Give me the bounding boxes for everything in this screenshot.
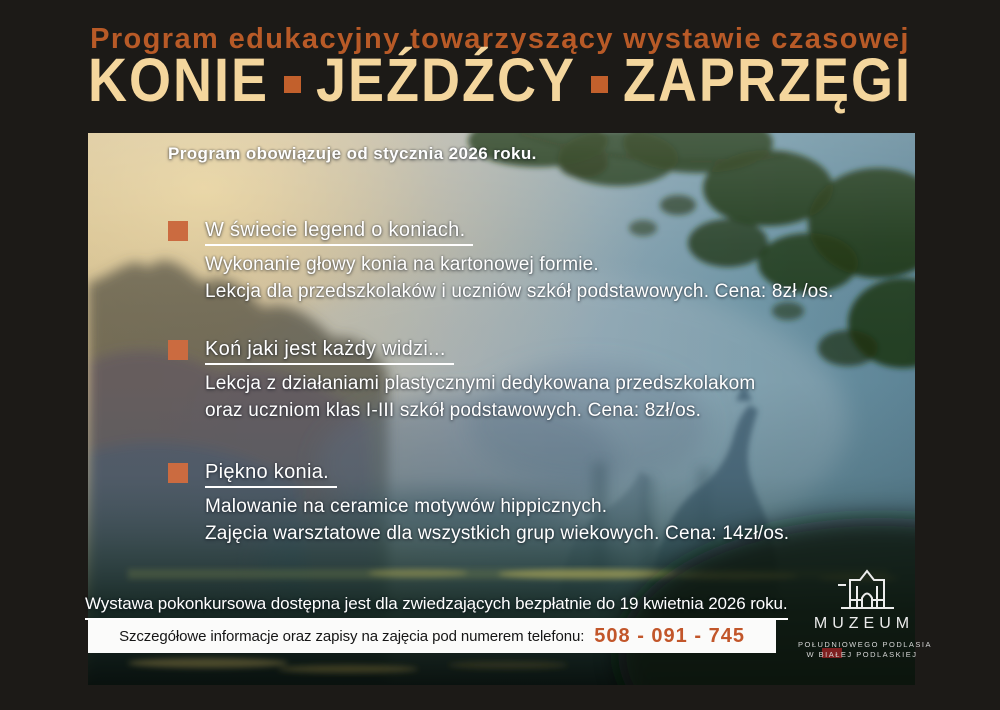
bullet-square-icon [168,463,188,483]
museum-subtitle-line2: W BIAŁEJ PODLASKIEJ [806,650,918,659]
museum-gate-icon [836,564,898,612]
program-item-line: oraz uczniom klas I-III szkół podstawowych. Cena: 8zł/os. [205,400,702,421]
program-item-title: Koń jaki jest każdy widzi... [205,338,454,365]
contact-phone-number: 508 - 091 - 745 [594,625,745,647]
square-separator-icon [284,76,301,93]
program-item-title: Piękno konia. [205,461,337,488]
contact-info-bar [88,620,776,653]
program-item-line: Lekcja z działaniami plastycznymi dedykowana przedszkolakom [205,373,756,394]
program-item-3 [168,461,905,547]
program-item-line: Malowanie na ceramice motywów hippicznych. [205,496,608,517]
program-item-line: Wykonanie głowy konia na kartonowej formie. [205,254,599,275]
square-separator-icon [591,76,608,93]
title-word-zaprzegi: ZAPRZĘGI [622,46,912,115]
program-item-line: Lekcja dla przedszkolaków i uczniów szkół podstawowych. Cena: 8zł /os. [205,281,834,302]
bullet-square-icon [168,340,188,360]
program-item-1 [168,219,905,305]
program-item-line: Zajęcia warsztatowe dla wszystkich grup wiekowych. Cena: 14zł/os. [205,523,790,544]
exhibition-footnote: Wystawa pokonkursowa dostępna jest dla zwiedzających bezpłatnie do 19 kwietnia 2026 roku. [85,594,788,620]
museum-subtitle-line1: POŁUDNIOWEGO PODLASIA [798,640,933,649]
bullet-square-icon [168,221,188,241]
program-validity-note: Program obowiązuje od stycznia 2026 roku. [168,144,537,163]
program-item-2 [168,338,905,424]
poster-subtitle: Program edukacyjny towarzyszący wystawie czasowej [90,23,910,55]
program-item-title: W świecie legend o koniach. [205,219,473,246]
title-word-konie: KONIE [88,46,270,115]
title-word-jezdzcy: JEŹDŹCY [315,46,577,115]
contact-info-label: Szczegółowe informacje oraz zapisy na zajęcia pod numerem telefonu: [119,628,585,645]
poster-title [88,46,912,115]
horses-photo [85,133,915,685]
museum-name: MUZEUM [813,615,915,632]
